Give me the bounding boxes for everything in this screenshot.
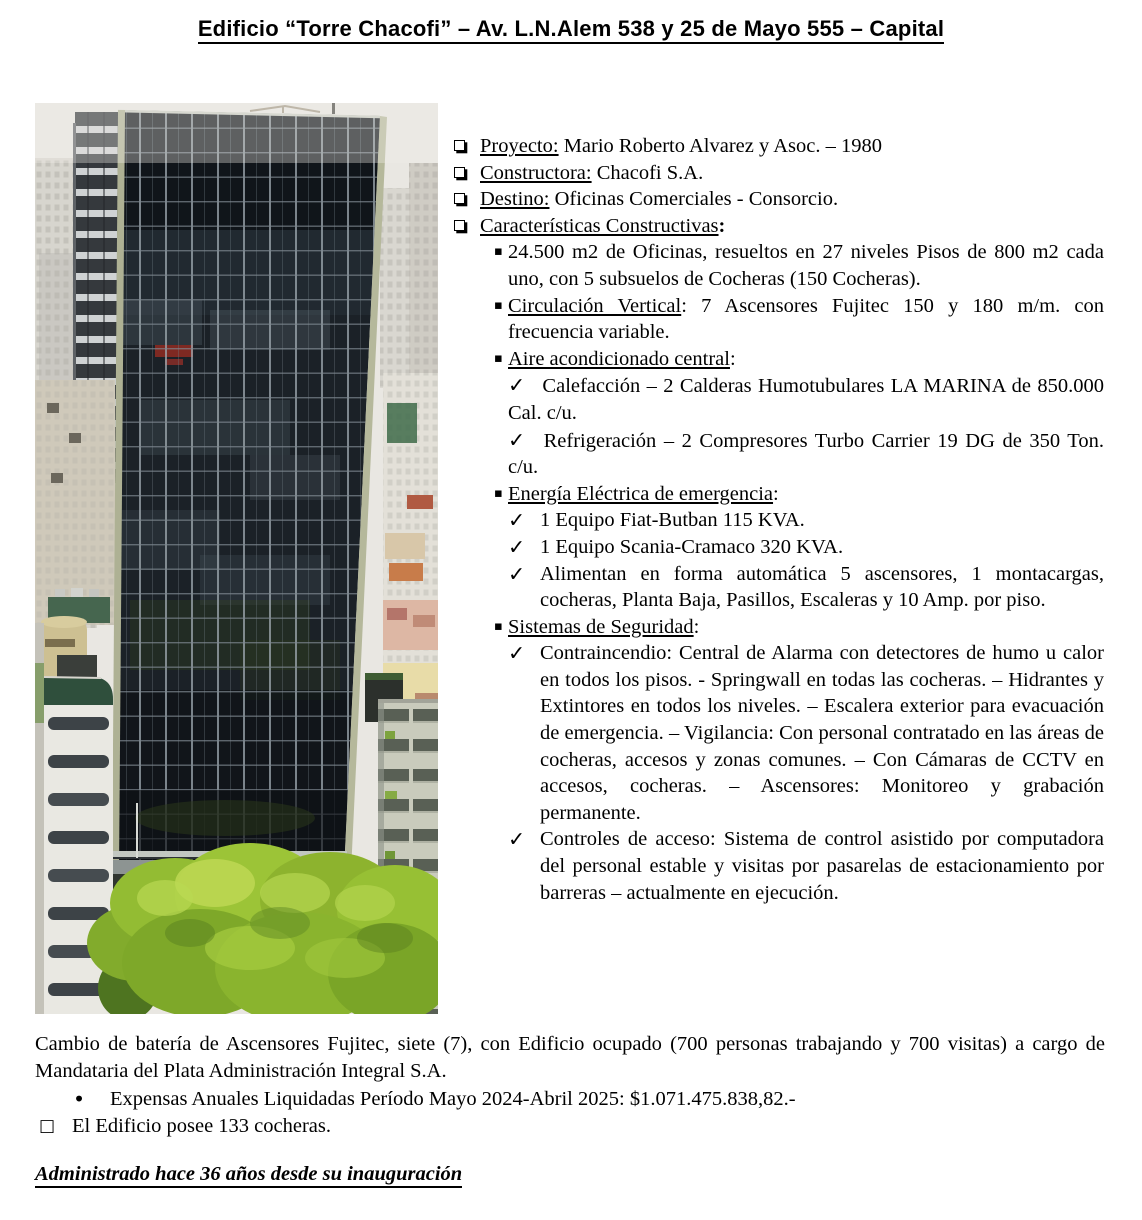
small-square-bullet-icon: ▪	[494, 297, 503, 313]
cocheras-text: El Edificio posee 133 cocheras.	[72, 1115, 332, 1137]
list-item-circulacion-vertical	[452, 293, 1104, 346]
item-text: Contraincendio: Central de Alarma con detectores de humo u calor en todos los pisos. - Springwall en todas las cocheras. – Hidrantes y Extintores en todos los niveles. – Escalera exterior para evacuación de emergencia. – Vigilancia: Con personal contratado en las áreas de cocheras, accesos y zonas comunes. – Con Cámaras de CCTV en accesos, cocheras. – Ascensores: Monitoreo y grabación permanente.	[540, 642, 1104, 824]
item-text: Refrigeración – 2 Compresores Turbo Carrier 19 DG de 350 Ton. c/u.	[508, 429, 1104, 479]
expensas-item	[35, 1086, 1105, 1113]
list-item-calefaccion	[452, 372, 1104, 426]
shadowed-square-bullet-icon	[454, 193, 465, 204]
bottom-section	[35, 1031, 1105, 1140]
item-text: :	[773, 482, 779, 505]
list-item-destino	[452, 186, 1104, 213]
item-text: Calefacción – 2 Calderas Humotubulares LA MARINA de 850.000 Cal. c/u.	[508, 375, 1104, 424]
item-text: :	[693, 615, 700, 638]
shadowed-square-bullet-icon	[454, 167, 465, 178]
list-item-equipo-scania	[452, 534, 1104, 561]
check-icon: ✓	[508, 641, 526, 666]
item-colon: :	[718, 214, 726, 237]
shadowed-square-bullet-icon	[454, 140, 465, 151]
item-text: Alimentan en forma automática 5 ascensores, 1 montacargas, cocheras, Planta Baja, Pasillos, Escaleras y 10 Amp. por piso.	[540, 562, 1104, 612]
check-icon: ✓	[508, 827, 526, 852]
list-item-oficinas	[452, 239, 1104, 292]
item-text: Controles de acceso: Sistema de control asistido por computadora del personal estable y visitas por pasarelas de estacionamiento por barreras – actualmente en ejecución.	[540, 828, 1104, 904]
item-label: Sistemas de Seguridad	[508, 615, 694, 638]
item-text: 1 Equipo Scania-Cramaco 320 KVA.	[540, 535, 844, 558]
list-item-constructora	[452, 160, 1104, 187]
item-label: Aire acondicionado central	[508, 347, 730, 370]
item-label: Constructora:	[480, 161, 592, 184]
check-icon: ✓	[508, 534, 526, 559]
list-item-energia-electrica	[452, 481, 1104, 508]
footer-note	[35, 1163, 462, 1186]
list-item-controles-acceso	[452, 826, 1104, 906]
list-item-alimentan	[452, 561, 1104, 614]
item-label: Características Constructivas	[480, 214, 719, 237]
footer-text: Administrado hace 36 años desde su inauguración	[35, 1163, 462, 1188]
list-item-caracteristicas	[452, 213, 1104, 240]
item-label: Circulación Vertical	[508, 294, 682, 317]
item-text: 1 Equipo Fiat-Butban 115 KVA.	[540, 509, 805, 532]
list-item-sistemas-seguridad	[452, 614, 1104, 641]
list-item-refrigeracion	[452, 427, 1104, 481]
dot-bullet-icon: •	[73, 1087, 86, 1111]
item-text: Mario Roberto Alvarez y Asoc. – 1980	[558, 135, 882, 157]
item-label: Proyecto:	[480, 135, 559, 157]
list-item-equipo-fiat	[452, 507, 1104, 534]
small-square-bullet-icon: ▪	[494, 244, 503, 260]
small-square-bullet-icon: ▪	[494, 618, 503, 634]
item-label: Destino:	[480, 188, 550, 211]
shadowed-square-bullet-icon	[454, 220, 465, 231]
item-label: Energía Eléctrica de emergencia	[508, 482, 774, 505]
battery-change-paragraph: Cambio de batería de Ascensores Fujitec, siete (7), con Edificio ocupado (700 personas trabajando y 700 visitas) a cargo de Mandataria del Plata Administración Integral S.A.	[35, 1033, 1105, 1082]
small-square-bullet-icon: ▪	[494, 485, 503, 501]
check-icon: ✓	[508, 427, 528, 452]
expensas-text: Expensas Anuales Liquidadas Período Mayo 2024-Abril 2025: $1.071.475.838,82.-	[110, 1088, 796, 1110]
item-text: :	[729, 347, 736, 370]
details-list	[452, 133, 1104, 906]
page-title	[0, 16, 1142, 42]
check-icon: ✓	[508, 508, 526, 533]
list-item-aire-acondicionado	[452, 346, 1104, 373]
check-icon: ✓	[508, 561, 526, 586]
list-item-contraincendio	[452, 640, 1104, 826]
page-title-text: Edificio “Torre Chacofi” – Av. L.N.Alem 538 y 25 de Mayo 555 – Capital	[198, 16, 944, 44]
item-text: 24.500 m2 de Oficinas, resueltos en 27 niveles Pisos de 800 m2 cada uno, con 5 subsuelos de Cocheras (150 Cocheras).	[508, 241, 1104, 290]
building-photo-graphic	[35, 103, 438, 1014]
hollow-square-bullet-icon: □	[39, 1116, 56, 1136]
building-photo	[35, 103, 438, 1014]
list-item-proyecto	[452, 133, 1104, 160]
item-text: Chacofi S.A.	[591, 161, 704, 184]
check-icon: ✓	[508, 373, 527, 398]
small-square-bullet-icon: ▪	[494, 350, 503, 366]
cocheras-item	[35, 1113, 1105, 1140]
item-text: : 7 Ascensores Fujitec 150 y 180 m/m. con frecuencia variable.	[508, 294, 1105, 344]
item-text: Oficinas Comerciales - Consorcio.	[549, 188, 839, 211]
